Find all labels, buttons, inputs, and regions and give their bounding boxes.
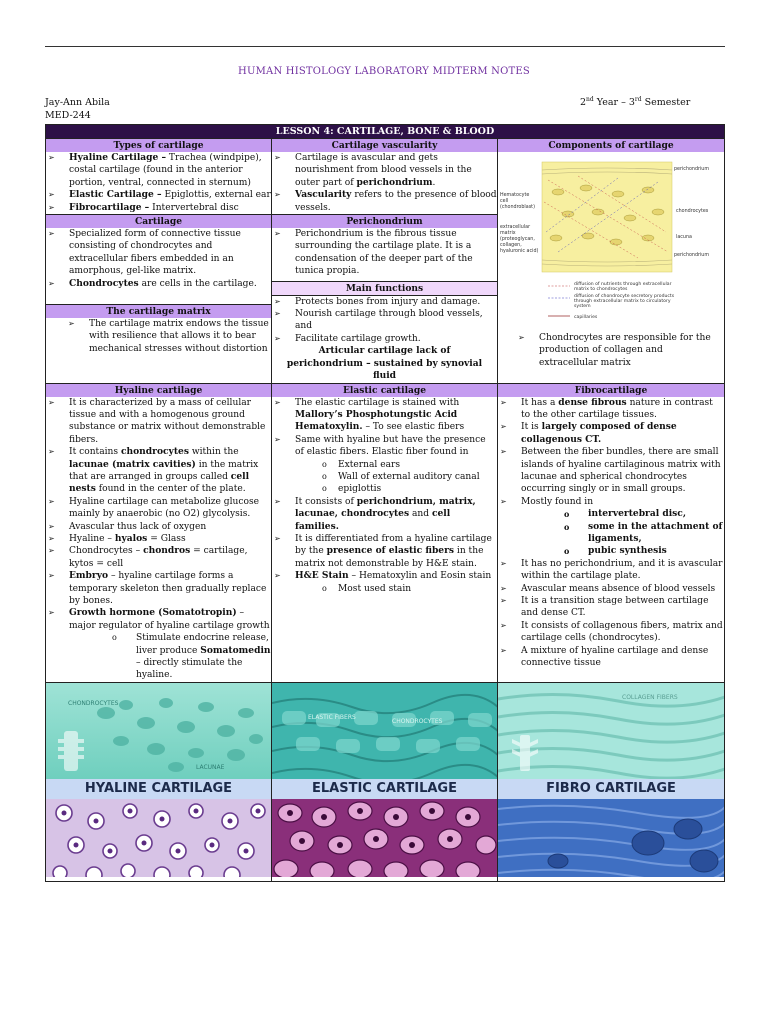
list-item: ➢ It is characterized by a mass of cellular tissue and with a homogenous ground substance or matrix without demonstrable fibers. (46, 397, 271, 447)
diagram-label-perichondrium-bottom: perichondrium (674, 253, 710, 258)
list-item: ➢ Protects bones from injury and damage. (272, 296, 497, 308)
svg-text:matrix: matrix (500, 231, 516, 236)
list-item: ➢ Facilitate cartilage growth. (272, 333, 497, 345)
cartilage-header: Cartilage (46, 214, 271, 228)
diagram-label-perichondrium-top: perichondrium (674, 167, 710, 172)
types-header: Types of cartilage (46, 139, 271, 152)
year-semester (580, 96, 690, 108)
year-text: Year – 3 (593, 97, 635, 109)
fibro-image-label: FIBRO CARTILAGE (498, 779, 724, 799)
list-item: ➢ The cartilage matrix endows the tissue with resilience that allows it to bear mechanical stresses without distortion (66, 318, 271, 355)
lesson-header: LESSON 4: CARTILAGE, BONE & BLOOD (46, 125, 725, 139)
list-item: ➢ It is differentiated from a hyaline cartilage by the presence of elastic fibers in the matrix not demonstrable by H&E stain. (272, 533, 497, 570)
functions-header: Main functions (272, 281, 497, 296)
list-item: ➢ It is largely composed of dense collagenous CT. (498, 421, 724, 446)
svg-text:(chondroblast): (chondroblast) (500, 205, 535, 210)
elastic-tag-chondrocytes: CHONDROCYTES (392, 717, 443, 725)
svg-text:collagen,: collagen, (500, 243, 522, 248)
list-item: ➢ Nourish cartilage through blood vessels, and (272, 308, 497, 333)
hyaline-list (46, 397, 271, 633)
list-item: ➢ Hyaline – hyalos = Glass (46, 533, 271, 545)
svg-text:matrix to chondrocytes: matrix to chondrocytes (574, 287, 628, 292)
list-item: o some in the attachment of ligaments, (498, 521, 724, 546)
list-item: ➢ Chondrocytes – chondros = cartilage, kytos = cell (46, 545, 271, 570)
components-note (498, 332, 724, 369)
list-item: ➢ Same with hyaline but have the presence of elastic fibers. Elastic fiber found in (272, 434, 497, 459)
svg-text:system: system (574, 304, 591, 309)
header-rule (45, 46, 725, 47)
list-item: ➢ H&E Stain – Hematoxylin and Eosin stain (272, 570, 497, 582)
list-item: ➢ Specialized form of connective tissue consisting of chondrocytes and extracellular fibers embedded in an amorphous, gel-like matrix. (46, 228, 271, 278)
list-item: o Most used stain (272, 583, 497, 595)
list-item: ➢ Embryo – hyaline cartilage forms a temporary skeleton then gradually replace by bones. (46, 570, 271, 607)
list-item: o Stimulate endocrine release, liver produce Somatomedin – directly stimulate the hyaline. (46, 632, 271, 682)
elastic-header: Elastic cartilage (272, 384, 497, 397)
list-item: ➢ Mostly found in (498, 496, 724, 508)
matrix-header: The cartilage matrix (46, 304, 271, 318)
svg-text:through extracellular matrix t: through extracellular matrix to circulatory (574, 299, 671, 304)
notes-table (45, 124, 725, 882)
elastic-sublist (272, 459, 497, 496)
list-item: ➢ It consists of collagenous fibers, matrix and cartilage cells (chondrocytes). (498, 620, 724, 645)
hyaline-tag-lacunae: LACUNAE (196, 763, 225, 771)
document-title: HUMAN HISTOLOGY LABORATORY MIDTERM NOTES (238, 66, 530, 77)
cartilage-diagram-svg (498, 152, 724, 332)
list-item: ➢ It consists of perichondrium, matrix, lacunae, chondrocytes and cell families. (272, 496, 497, 533)
hyaline-tag-chondrocytes: CHONDROCYTES (68, 699, 119, 707)
elastic-image-label: ELASTIC CARTILAGE (272, 779, 497, 799)
semester-suffix: rd (634, 96, 642, 103)
hyaline-image-label: HYALINE CARTILAGE (46, 779, 271, 799)
list-item: ➢ It is a transition stage between cartilage and dense CT. (498, 595, 724, 620)
list-item: ➢ The elastic cartilage is stained with Mallory’s Phosphotungstic Acid Hematoxylin. – To see elastic fibers (272, 397, 497, 434)
list-item: ➢ A mixture of hyaline cartilage and dense connective tissue (498, 645, 724, 670)
matrix-list (46, 318, 271, 355)
year-suffix: nd (586, 96, 594, 103)
diagram-label-left1: Hematocyte (500, 193, 530, 198)
elastic-tag-fibers: ELASTIC FIBERS (308, 713, 356, 721)
list-item: ➢ Hyaline cartilage can metabolize glucose mainly by anaerobic (no O2) glycolysis. (46, 496, 271, 521)
elastic-illustration (272, 683, 497, 779)
list-item: ➢ Elastic Cartilage – Epiglottis, external ear (46, 189, 271, 201)
list-item: ➢ Avascular means absence of blood vessels (498, 583, 724, 595)
svg-text:hyaluronic acid): hyaluronic acid) (500, 249, 539, 254)
cartilage-diagram (498, 152, 724, 332)
course-code: MED-244 (45, 110, 91, 121)
list-item: ➢ Hyaline Cartilage – Trachea (windpipe), costal cartilage (found in the anterior portion, ventral, connected in sternum) (46, 152, 271, 189)
vascularity-header: Cartilage vascularity (272, 139, 497, 152)
semester-text: Semester (641, 97, 691, 109)
year-number: 2 (580, 97, 587, 109)
fibro-list-2 (498, 558, 724, 670)
hyaline-illustration (46, 683, 271, 779)
svg-text:diffusion of nutrients through: diffusion of nutrients through extracellular (574, 282, 672, 287)
list-item: ➢ Chondrocytes are cells in the cartilage. (46, 278, 271, 290)
list-item: ➢ Growth hormone (Somatotropin) – major regulator of hyaline cartilage growth (46, 607, 271, 632)
list-item: ➢ Perichondrium is the fibrous tissue surrounding the cartilage plate. It is a condensation of the deeper part of the tunica propia. (272, 228, 497, 278)
list-item: ➢ Vascularity refers to the presence of blood vessels. (272, 189, 497, 214)
fibro-illustration (498, 683, 724, 779)
elastic-list-2 (272, 496, 497, 583)
perichondrium-header: Perichondrium (272, 214, 497, 228)
diagram-label-chondrocytes: chondrocytes (676, 209, 709, 214)
perichondrium-list (272, 228, 497, 278)
articular-note: Articular cartilage lack of perichondrium – sustained by synovial fluid (286, 345, 483, 382)
elastic-sublist-2 (272, 583, 497, 595)
list-item: ➢ It has a dense fibrous nature in contrast to the other cartilage tissues. (498, 397, 724, 422)
cartilage-list (46, 228, 271, 290)
fibro-sublist (498, 508, 724, 558)
list-item: ➢ Between the fiber bundles, there are small islands of hyaline cartilaginous matrix with lacunae and spherical chondrocytes occurring singly or in small groups. (498, 446, 724, 496)
list-item: o External ears (272, 459, 497, 471)
diagram-label-left2: extracellular (500, 225, 531, 230)
list-item: ➢ It contains chondrocytes within the lacunae (matrix cavities) in the matrix that are arranged in groups called cell nests found in the center of the plate. (46, 446, 271, 496)
list-item: ➢ Chondrocytes are responsible for the production of collagen and extracellular matrix (516, 332, 724, 369)
list-item: ➢ Avascular thus lack of oxygen (46, 521, 271, 533)
list-item: o Wall of external auditory canal (272, 471, 497, 483)
elastic-micrograph (272, 799, 497, 877)
fibro-tag-collagen: COLLAGEN FIBERS (622, 693, 678, 701)
svg-text:capillaries: capillaries (574, 315, 598, 320)
components-header: Components of cartilage (498, 139, 724, 152)
list-item: ➢ It has no perichondrium, and it is avascular within the cartilage plate. (498, 558, 724, 583)
hyaline-micrograph (46, 799, 271, 877)
hyaline-header: Hyaline cartilage (46, 384, 271, 397)
svg-text:diffusion of chondrocyte secre: diffusion of chondrocyte secretory products (574, 294, 675, 299)
types-list (46, 152, 271, 214)
svg-text:cell: cell (500, 199, 509, 204)
list-item: o epiglottis (272, 483, 497, 495)
functions-list (272, 296, 497, 346)
list-item: o pubic synthesis (498, 545, 724, 557)
vascularity-list (272, 152, 497, 214)
diagram-label-lacuna: lacuna (676, 235, 692, 240)
list-item: ➢ Fibrocartilage – Intervertebral disc (46, 202, 271, 214)
list-item: o intervertebral disc, (498, 508, 724, 520)
fibro-micrograph (498, 799, 724, 877)
elastic-list (272, 397, 497, 459)
list-item: ➢ Cartilage is avascular and gets nourishment from blood vessels in the outer part of perichondrium. (272, 152, 497, 189)
hyaline-sublist (46, 632, 271, 682)
author-block (45, 96, 110, 122)
svg-text:(proteoglycan,: (proteoglycan, (500, 237, 535, 242)
author-name: Jay-Ann Abila (45, 97, 110, 108)
fibro-list (498, 397, 724, 509)
fibro-header: Fibrocartilage (498, 384, 724, 397)
